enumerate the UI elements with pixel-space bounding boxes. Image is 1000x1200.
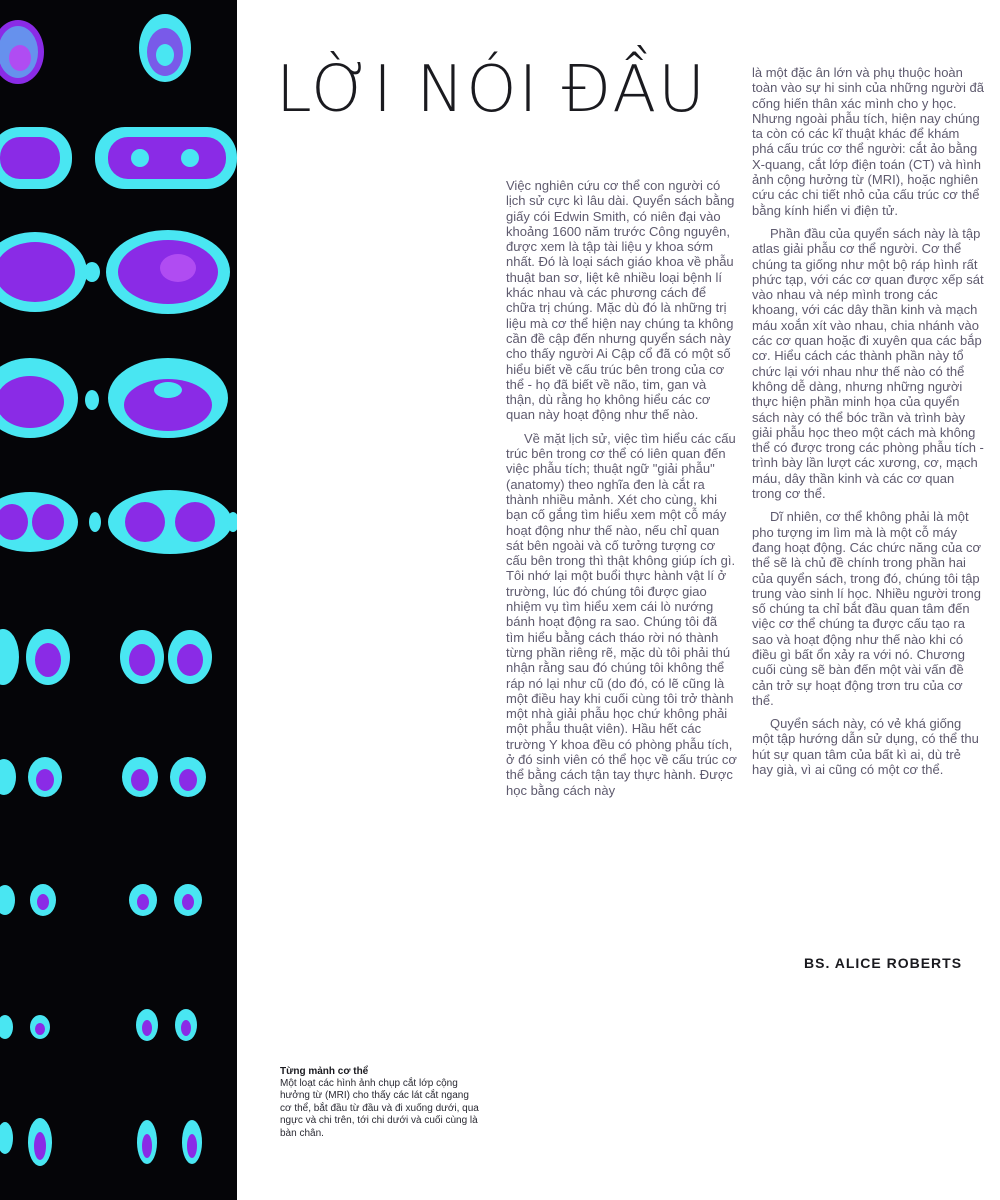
page-title: LỜI NÓI ĐẦU — [276, 53, 707, 127]
mri-slice-head — [0, 14, 191, 84]
mri-image-strip — [0, 0, 237, 1200]
mri-slice-thighs — [0, 629, 212, 685]
caption-text: Một loạt các hình ảnh chụp cắt lớp cộng hưởng từ (MRI) cho thấy các lát cắt ngang cơ thể, bắt đầu từ đầu và đi xuống dưới, qua ngực và chi trên, tới chi dưới và cuối cùng là bàn chân. — [280, 1078, 479, 1139]
body-paragraph: là một đặc ân lớn và phụ thuộc hoàn toàn vào sự hi sinh của những người đã cống hiến thân xác mình cho y học. Nhưng ngoài phẫu tích, hiện nay chúng ta còn có các kĩ thuật khác để khám phá cấu trúc cơ thể người: cắt ảo bằng X-quang, cắt lớp điện toán (CT) và hình ảnh cộng hưởng từ (MRI), hoặc nghiên cứu các chi tiết nhỏ của cấu trúc cơ thể bằng kính hiển vi điện tử. — [752, 65, 984, 218]
mri-slice-ankles — [0, 1009, 197, 1041]
body-column-right — [752, 65, 984, 785]
body-paragraph: Quyển sách này, có vẻ khá giống một tập hướng dẫn sử dụng, có thể thu hút sự quan tâm của bất kì ai, dù trẻ hay già, vì ai cũng có một cơ thể. — [752, 716, 979, 778]
body-column-left — [506, 178, 738, 806]
mri-slice-chest — [0, 127, 237, 189]
mri-slice-feet — [0, 1118, 202, 1166]
mri-slice-pelvis — [0, 490, 237, 554]
body-paragraph: Việc nghiên cứu cơ thể con người có lịch sử cực kì lâu dài. Quyển sách bằng giấy cói Edwin Smith, có niên đại vào khoảng 1600 năm trước Công nguyên, được xem là tập tài liệu y khoa sớm nhất. Đó là loại sách giáo khoa về phẫu thuật ban sơ, liệt kê nhiều loại bệnh lí khác nhau và các phương cách để chữa trị chúng. Mặc dù đó là những trị liệu mà cơ thể hiện nay chúng ta không cần đề cập đến nhưng quyển sách này cho thấy người Ai Cập cổ đã có một số hiểu biết về cấu trúc bên trong của cơ thể - họ đã biết về não, tim, gan và thận, dù rằng họ không hiểu các cơ quan này hoạt động như thế nào. — [506, 178, 735, 423]
mri-slice-calves — [0, 757, 206, 797]
caption-title: Từng mảnh cơ thể — [280, 1066, 369, 1077]
body-paragraph: Dĩ nhiên, cơ thể không phải là một pho tượng im lìm mà là một cỗ máy đang hoạt động. Các chức năng của cơ thể sẽ là chủ đề chính trong phần hai của quyển sách, trong đó, chúng tôi tập trung vào sinh lí học. Nhiều người trong số chúng ta chỉ bắt đầu quan tâm đến việc cơ thể chúng ta được cấu tạo ra sao và hoạt động như thế nào khi có điều gì bất ổn xảy ra với nó. Chương cuối cùng sẽ bàn đến một vài vấn đề cản trở sự hoạt động trơn tru của cơ thể. — [752, 509, 981, 708]
body-paragraph: Phần đầu của quyển sách này là tập atlas giải phẫu cơ thể người. Cơ thể chúng ta giống như một bộ ráp hình rất phức tạp, với các cơ quan được xếp sát vào nhau và nép mình trong các khoang, với các dây thần kinh và mạch máu xoắn xít vào nhau, chia nhánh vào các cơ quan hoặc đi xuyên qua các bắp cơ. Hiểu cách các thành phần này tổ chức lại với nhau như thế nào có thể không dễ dàng, nhưng những người thực hiện phần minh họa của quyển sách này có thể bóc trần và trình bày giải phẫu học theo một cách mà không thể có được trong các phòng phẫu tích - trình bày lần lượt các xương, cơ, mạch máu, dây thần kinh và các cơ quan trong cơ thể. — [752, 225, 984, 502]
mri-slice-lower-legs — [0, 884, 202, 916]
mri-slice-abdomen — [0, 358, 228, 438]
body-paragraph: Về mặt lịch sử, việc tìm hiểu các cấu trúc bên trong cơ thể có liên quan đến việc phẫu tích; thuật ngữ "giải phẫu" (anatomy) theo nghĩa đen là cắt ra thành nhiều mảnh. Xét cho cùng, khi bạn cố gắng tìm hiểu xem một cỗ máy hoạt động như thế nào, nếu chỉ quan sát bên ngoài và cố tưởng tượng cơ cấu bên trong thì thật không giúp ích gì. Tôi nhớ lại một buổi thực hành vật lí ở trường, lúc đó chúng tôi được giao nhiệm vụ tìm hiểu xem cái lò nướng bánh hoạt động ra sao. Chúng tôi đã tìm hiểu bằng cách tháo rời nó thành từng phần riêng rẽ, mặc dù tôi phải thú nhận rằng sau đó chúng tôi không thể ráp nó lại như cũ (do đó, có lẽ cũng là một điều hay khi cuối cùng tôi trở thành một nhà giải phẫu học chứ không phải một phẫu thuật viên). Hầu hết các trường Y khoa đều có phòng phẫu tích, ở đó sinh viên có thể học về cấu trúc cơ thể bằng cách tận tay thực hành. Được học bằng cách này — [506, 430, 737, 798]
mri-slice-thorax — [0, 230, 230, 314]
image-caption — [280, 1066, 480, 1140]
author-signature: BS. ALICE ROBERTS — [804, 955, 963, 971]
